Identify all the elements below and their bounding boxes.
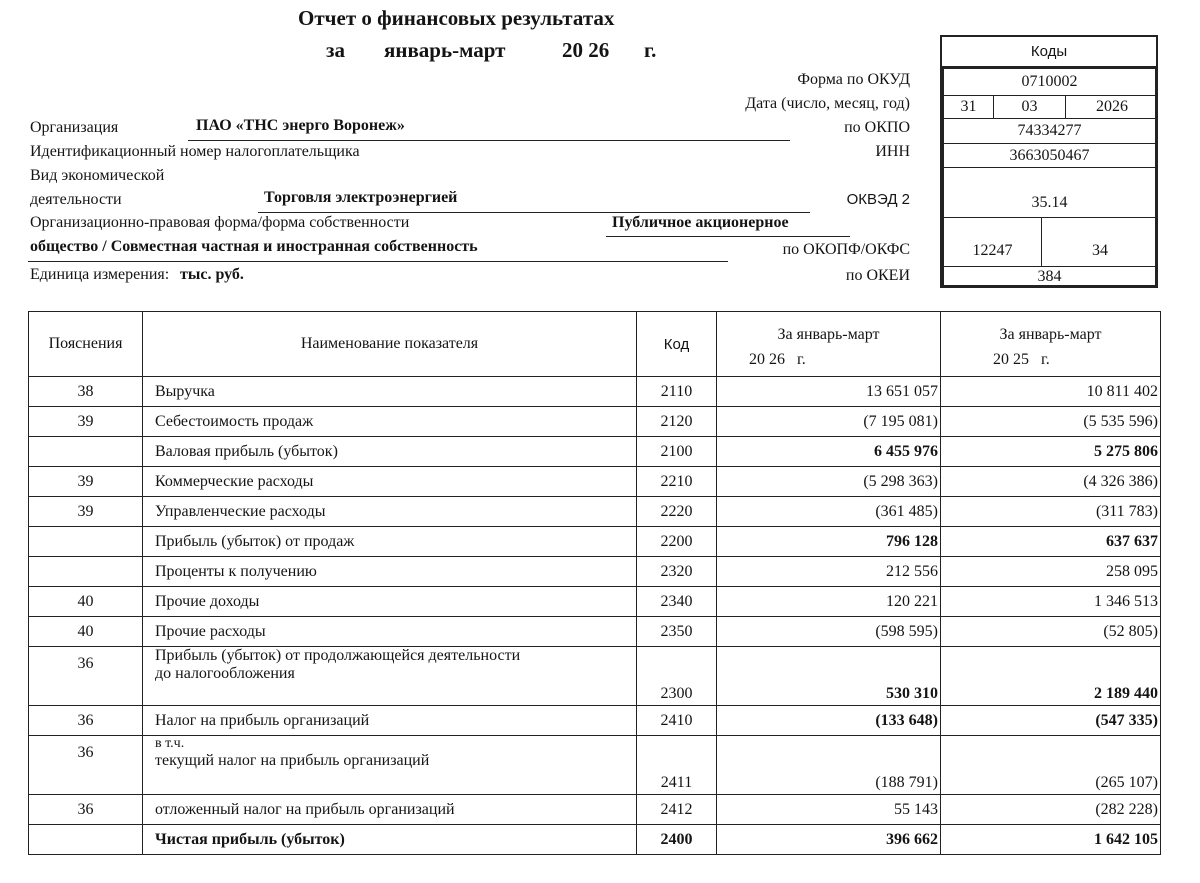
legal-form-label: Организационно-правовая форма/форма собственности xyxy=(30,214,410,231)
row-name: Себестоимость продаж xyxy=(143,407,637,437)
header-previous-year: 20 25 г. xyxy=(941,344,1161,377)
okpo-code: 74334277 xyxy=(1017,122,1082,139)
row-name: Выручка xyxy=(143,377,637,407)
row-note: 36 xyxy=(29,706,143,736)
period-g: г. xyxy=(644,38,657,62)
activity-label-2: деятельности xyxy=(30,191,122,208)
row-current-value: (361 485) xyxy=(717,497,941,527)
codes-box xyxy=(940,35,1158,288)
row-code: 2400 xyxy=(637,825,717,855)
inn-label: ИНН xyxy=(875,143,910,160)
row-previous-value: (5 535 596) xyxy=(941,407,1161,437)
inn-code: 3663050467 xyxy=(1009,146,1090,164)
row-current-value: 13 651 057 xyxy=(717,377,941,407)
table-row xyxy=(29,736,1161,795)
table-row xyxy=(29,795,1161,825)
activity-underline xyxy=(258,212,810,213)
row-note: 39 xyxy=(29,407,143,437)
table-row xyxy=(29,587,1161,617)
row-name xyxy=(143,647,637,706)
row-note: 40 xyxy=(29,617,143,647)
period-za: за xyxy=(326,38,345,62)
row-code: 2412 xyxy=(637,795,717,825)
codes-grid xyxy=(942,67,1157,287)
row-name-line-1: Прибыль (убыток) от продолжающейся деятельности xyxy=(155,647,521,664)
row-code: 2320 xyxy=(637,557,717,587)
header-current-period: За январь-март xyxy=(717,312,941,345)
table-row xyxy=(29,527,1161,557)
row-note: 39 xyxy=(29,497,143,527)
row-current-value: 120 221 xyxy=(717,587,941,617)
row-name-line-2: до налогообложения xyxy=(155,665,295,682)
row-current-value: 530 310 xyxy=(717,647,941,706)
row-note: 36 xyxy=(29,795,143,825)
okopf-code: 12247 xyxy=(944,218,1042,266)
row-name: Проценты к получению xyxy=(143,557,637,587)
row-name: Чистая прибыль (убыток) xyxy=(143,825,637,855)
okved-label: ОКВЭД 2 xyxy=(846,191,910,208)
row-code: 2300 xyxy=(637,647,717,706)
date-label: Дата (число, месяц, год) xyxy=(745,95,910,112)
row-note xyxy=(29,527,143,557)
legal-form-underline-1 xyxy=(606,236,850,237)
row-name: Прочие доходы xyxy=(143,587,637,617)
row-code: 2120 xyxy=(637,407,717,437)
row-current-value: 55 143 xyxy=(717,795,941,825)
row-code: 2411 xyxy=(637,736,717,795)
row-code: 2410 xyxy=(637,706,717,736)
row-current-value: (133 648) xyxy=(717,706,941,736)
org-label: Организация xyxy=(30,119,119,136)
row-previous-value: 1 642 105 xyxy=(941,825,1161,855)
org-name: ПАО «ТНС энерго Воронеж» xyxy=(196,117,405,134)
legal-form-underline-2 xyxy=(28,261,728,262)
period-months: январь-март xyxy=(384,38,506,62)
table-row xyxy=(29,497,1161,527)
row-previous-value: 10 811 402 xyxy=(941,377,1161,407)
row-previous-value: 637 637 xyxy=(941,527,1161,557)
row-code: 2220 xyxy=(637,497,717,527)
row-current-value: (598 595) xyxy=(717,617,941,647)
row-previous-value: 2 189 440 xyxy=(941,647,1161,706)
row-note xyxy=(29,557,143,587)
okpo-label: по ОКПО xyxy=(844,119,910,136)
row-code: 2110 xyxy=(637,377,717,407)
org-underline xyxy=(188,140,790,141)
row-code: 2340 xyxy=(637,587,717,617)
date-month: 03 xyxy=(994,96,1066,118)
activity-label-1: Вид экономической xyxy=(30,167,165,184)
row-note: 36 xyxy=(29,736,143,795)
inn-full-label: Идентификационный номер налогоплательщика xyxy=(30,143,360,160)
row-note: 38 xyxy=(29,377,143,407)
row-current-value: (188 791) xyxy=(717,736,941,795)
report-title: Отчет о финансовых результатах xyxy=(298,6,615,30)
row-note xyxy=(29,825,143,855)
unit-value: тыс. руб. xyxy=(180,266,244,283)
table-row xyxy=(29,407,1161,437)
financial-results-table xyxy=(28,311,1161,855)
row-previous-value: 1 346 513 xyxy=(941,587,1161,617)
row-previous-value: (4 326 386) xyxy=(941,467,1161,497)
row-note: 40 xyxy=(29,587,143,617)
row-previous-value: (282 228) xyxy=(941,795,1161,825)
row-name: Налог на прибыль организаций xyxy=(143,706,637,736)
table-header-row xyxy=(29,312,1161,345)
row-previous-value: (265 107) xyxy=(941,736,1161,795)
table-row xyxy=(29,557,1161,587)
row-code: 2200 xyxy=(637,527,717,557)
row-note: 39 xyxy=(29,467,143,497)
date-day: 31 xyxy=(944,96,994,118)
okei-label: по ОКЕИ xyxy=(845,267,910,284)
header-notes: Пояснения xyxy=(29,312,143,377)
row-name: Валовая прибыль (убыток) xyxy=(143,437,637,467)
row-name: Прочие расходы xyxy=(143,617,637,647)
row-current-value: 396 662 xyxy=(717,825,941,855)
row-current-value: 6 455 976 xyxy=(717,437,941,467)
row-name: Прибыль (убыток) от продаж xyxy=(143,527,637,557)
row-current-value: (5 298 363) xyxy=(717,467,941,497)
codes-header: Коды xyxy=(942,37,1156,67)
row-name: Управленческие расходы xyxy=(143,497,637,527)
row-current-value: 796 128 xyxy=(717,527,941,557)
codes-divider xyxy=(944,167,1155,168)
legal-form-value-2: общество / Совместная частная и иностранная собственность xyxy=(30,238,478,255)
legal-form-value-1: Публичное акционерное xyxy=(612,214,789,231)
row-current-value: 212 556 xyxy=(717,557,941,587)
row-previous-value: (52 805) xyxy=(941,617,1161,647)
table-row xyxy=(29,437,1161,467)
header-name: Наименование показателя xyxy=(143,312,637,377)
table-row xyxy=(29,467,1161,497)
row-note xyxy=(29,437,143,467)
okei-code: 384 xyxy=(1037,268,1062,285)
okopf-label: по ОКОПФ/ОКФС xyxy=(782,241,910,258)
okved-code: 35.14 xyxy=(1031,194,1068,211)
row-current-value: (7 195 081) xyxy=(717,407,941,437)
row-name: отложенный налог на прибыль организаций xyxy=(143,795,637,825)
date-year: 2026 xyxy=(1096,98,1128,115)
table-row xyxy=(29,706,1161,736)
row-code: 2100 xyxy=(637,437,717,467)
row-name-line-1: в т.ч. xyxy=(155,736,185,751)
table-row xyxy=(29,647,1161,706)
table-row xyxy=(29,825,1161,855)
unit-label: Единица измерения: xyxy=(30,266,170,283)
table-row xyxy=(29,377,1161,407)
row-previous-value: 5 275 806 xyxy=(941,437,1161,467)
header-code: Код xyxy=(637,312,717,377)
header-current-year: 20 26 г. xyxy=(717,344,941,377)
row-name: Коммерческие расходы xyxy=(143,467,637,497)
row-previous-value: 258 095 xyxy=(941,557,1161,587)
row-code: 2350 xyxy=(637,617,717,647)
okfs-code: 34 xyxy=(1092,242,1108,259)
okud-code: 0710002 xyxy=(1021,73,1078,90)
row-name xyxy=(143,736,637,795)
table-row xyxy=(29,617,1161,647)
row-note: 36 xyxy=(29,647,143,706)
period-year: 20 26 xyxy=(562,38,610,62)
activity-value: Торговля электроэнергией xyxy=(264,189,458,206)
row-code: 2210 xyxy=(637,467,717,497)
header-previous-period: За январь-март xyxy=(941,312,1161,345)
row-name-line-2: текущий налог на прибыль организаций xyxy=(155,752,430,769)
row-previous-value: (311 783) xyxy=(941,497,1161,527)
okud-label: Форма по ОКУД xyxy=(797,71,910,88)
row-previous-value: (547 335) xyxy=(941,706,1161,736)
